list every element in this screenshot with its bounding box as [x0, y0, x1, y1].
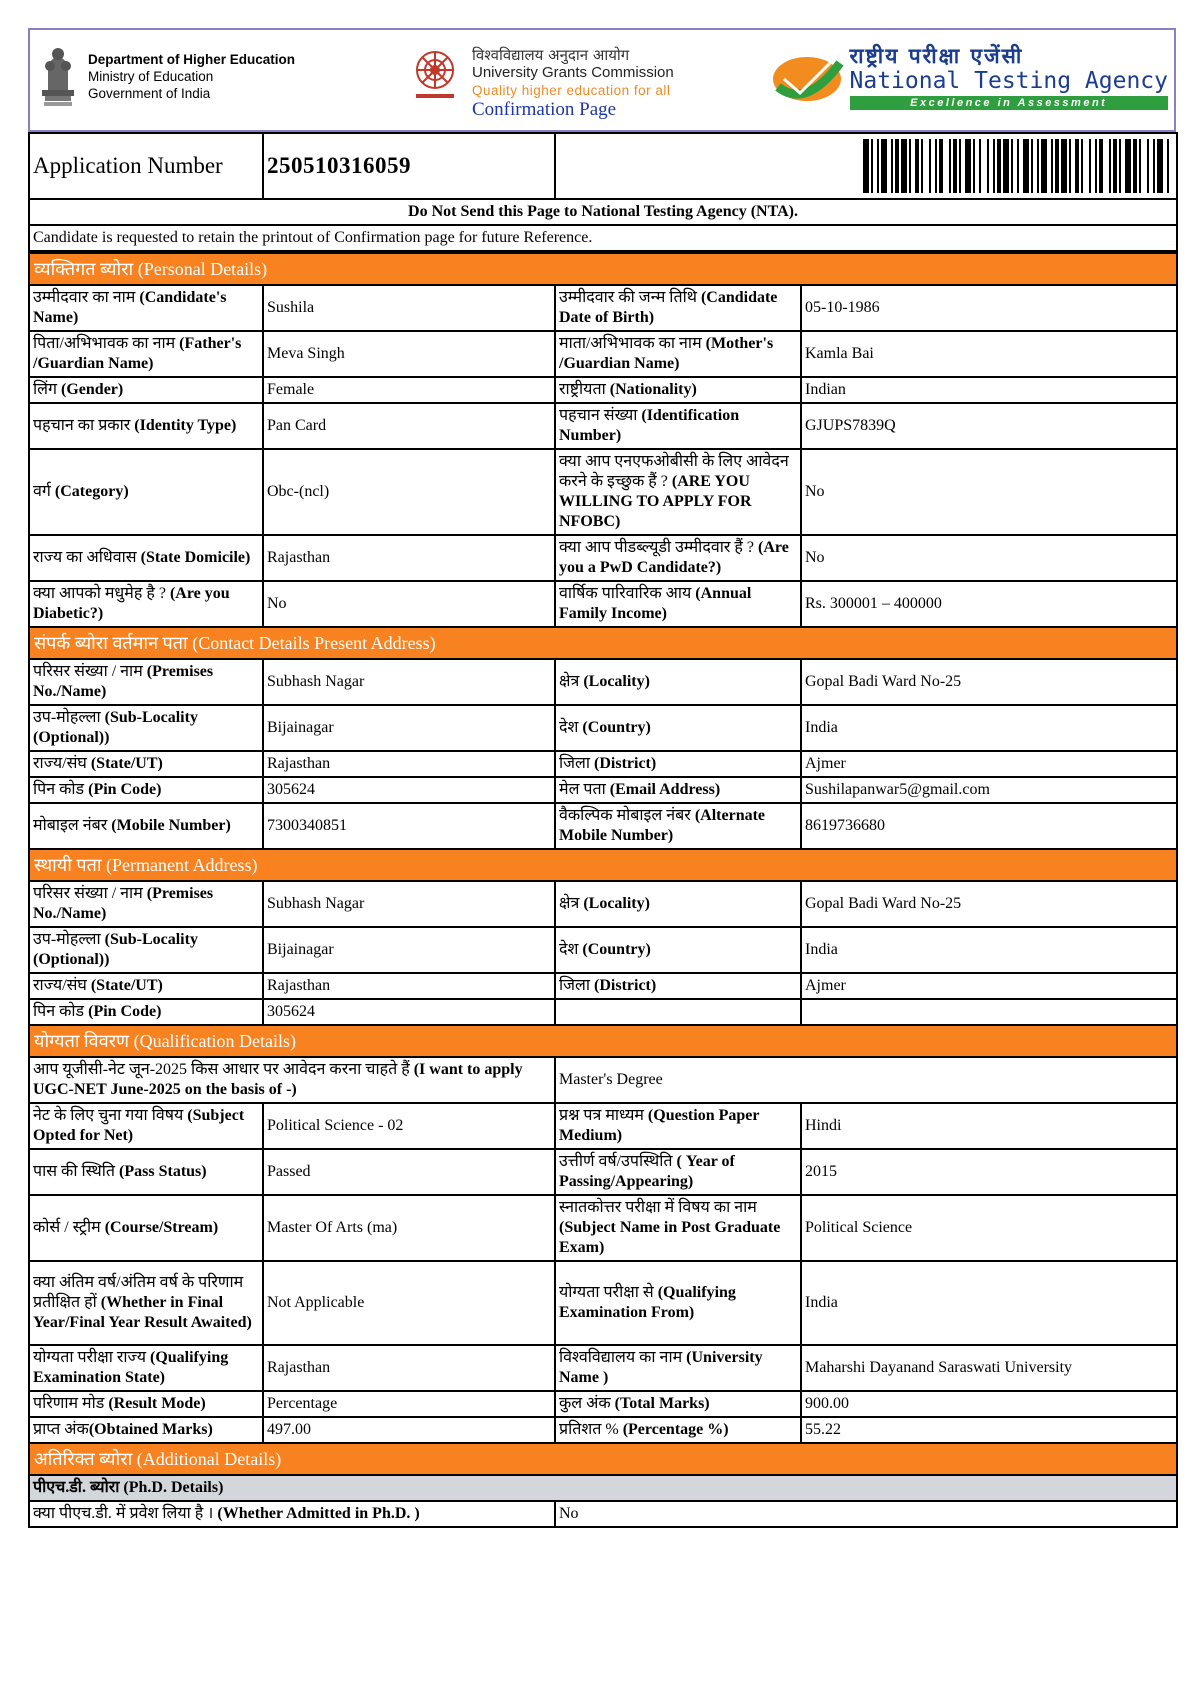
label-hindi: मेल पता [559, 781, 610, 798]
field-value: Master's Degree [555, 1057, 1177, 1103]
label-hindi: वैकल्पिक मोबाइल नंबर [559, 807, 695, 824]
section-additional [29, 1443, 1177, 1475]
section-title: व्यक्तिगत ब्योरा (Personal Details) [29, 253, 1177, 285]
field-value: No [801, 449, 1177, 535]
barcode-icon [559, 139, 1173, 193]
table-row [29, 751, 1177, 777]
page-header [28, 28, 1176, 132]
label-hindi: उम्मीदवार की जन्म तिथि [559, 289, 701, 306]
field-value: 305624 [263, 999, 555, 1025]
label-english: (Country) [582, 719, 651, 736]
field-label [29, 377, 263, 403]
field-label [29, 881, 263, 927]
label-english: (State/UT) [90, 977, 163, 994]
label-hindi: देश [559, 719, 583, 736]
application-table [28, 132, 1178, 252]
label-hindi: देश [559, 941, 583, 958]
field-value: Subhash Nagar [263, 881, 555, 927]
field-value: Passed [263, 1149, 555, 1195]
field-label [29, 1391, 263, 1417]
field-value: Kamla Bai [801, 331, 1177, 377]
field-label [555, 751, 801, 777]
field-value: India [801, 705, 1177, 751]
govt-name: Government of India [88, 85, 211, 101]
field-value: Ajmer [801, 973, 1177, 999]
field-value: 497.00 [263, 1417, 555, 1443]
label-english: (Candidate Date of Birth) [559, 289, 778, 326]
label-hindi: योग्यता परीक्षा राज्य [33, 1349, 150, 1366]
ugc-block [406, 46, 674, 121]
table-row [29, 881, 1177, 927]
field-value: 900.00 [801, 1391, 1177, 1417]
table-row [29, 535, 1177, 581]
section-title: संपर्क ब्योरा वर्तमान पता (Contact Details Present Address) [29, 627, 1177, 659]
field-label [29, 1149, 263, 1195]
label-english: (Question Paper Medium) [559, 1107, 760, 1144]
field-label [29, 1417, 263, 1443]
label-english: (Premises No./Name) [33, 663, 214, 700]
label-hindi: क्षेत्र [559, 895, 584, 912]
label-hindi: राज्य/संघ [33, 755, 91, 772]
field-label [29, 1195, 263, 1261]
table-row [29, 1391, 1177, 1417]
label-hindi: राज्य का अधिवास [33, 549, 141, 566]
field-value: Maharshi Dayanand Saraswati University [801, 1345, 1177, 1391]
details-table [28, 252, 1178, 1528]
ugc-logo-icon [406, 46, 464, 104]
field-value: Obc-(ncl) [263, 449, 555, 535]
nta-english-name: National Testing Agency [849, 68, 1168, 94]
field-label [555, 581, 801, 627]
ministry-name: Ministry of Education [88, 68, 214, 84]
label-hindi: क्या आप पीडब्ल्यूडी उम्मीदवार हैं ? [559, 539, 759, 556]
label-english: (Obtained Marks) [88, 1421, 213, 1438]
label-hindi: क्या अंतिम वर्ष/अंतिम वर्ष के परिणाम प्रतीक्षित हों [33, 1274, 244, 1311]
field-label [555, 1345, 801, 1391]
label-english: (Email Address) [609, 781, 721, 798]
table-row [29, 659, 1177, 705]
label-english: (Sub-Locality (Optional)) [33, 709, 198, 746]
field-label [555, 285, 801, 331]
field-value: 55.22 [801, 1417, 1177, 1443]
label-hindi: पिता/अभिभावक का नाम [33, 335, 180, 352]
label-english: (Alternate Mobile Number) [559, 807, 766, 844]
ugc-tagline: Quality higher education for all [472, 83, 671, 98]
label-hindi: प्रतिशत % [559, 1421, 623, 1438]
field-value [801, 999, 1177, 1025]
field-value: Bijainagar [263, 927, 555, 973]
label-hindi: कोर्स / स्ट्रीम [33, 1219, 105, 1236]
field-label [29, 1501, 555, 1527]
label-hindi: परिणाम मोड [33, 1395, 109, 1412]
field-label [29, 581, 263, 627]
label-english: (Pin Code) [88, 1003, 162, 1020]
table-row [29, 1149, 1177, 1195]
label-english: (University Name ) [559, 1349, 763, 1386]
label-english: (Subject Name in Post Graduate Exam) [559, 1219, 781, 1256]
field-label [555, 403, 801, 449]
table-row [29, 927, 1177, 973]
field-value: Rajasthan [263, 1345, 555, 1391]
national-emblem-icon [36, 44, 80, 108]
label-english: (Nationality) [609, 381, 697, 398]
field-value: Not Applicable [263, 1261, 555, 1345]
label-english: (Father's /Guardian Name) [33, 335, 242, 372]
field-label [555, 449, 801, 535]
field-label [555, 1103, 801, 1149]
label-hindi: उप-मोहल्ला [33, 931, 105, 948]
field-value: Master Of Arts (ma) [263, 1195, 555, 1261]
label-english: (Candidate's Name) [33, 289, 227, 326]
field-label [555, 777, 801, 803]
field-value: No [263, 581, 555, 627]
label-english: (Subject Opted for Net) [33, 1107, 245, 1144]
confirmation-page [28, 28, 1176, 1528]
label-hindi: मोबाइल नंबर [33, 817, 112, 834]
nta-hindi-name: राष्ट्रीय परीक्षा एजेंसी [849, 44, 1024, 68]
field-label [29, 535, 263, 581]
phd-row [29, 1501, 1177, 1527]
field-value: Sushilapanwar5@gmail.com [801, 777, 1177, 803]
label-hindi: स्नातकोत्तर परीक्षा में विषय का नाम [559, 1199, 757, 1216]
field-label [555, 1261, 801, 1345]
label-hindi: विश्वविद्यालय का नाम [559, 1349, 687, 1366]
field-label [29, 659, 263, 705]
table-row [29, 1195, 1177, 1261]
field-label [29, 999, 263, 1025]
label-english: (State/UT) [90, 755, 163, 772]
field-label [555, 1149, 801, 1195]
label-english: (Result Mode) [108, 1395, 206, 1412]
section-title: योग्यता विवरण (Qualification Details) [29, 1025, 1177, 1057]
label-hindi: उत्तीर्ण वर्ष/उपस्थिति [559, 1153, 677, 1170]
field-value: India [801, 1261, 1177, 1345]
table-row [29, 403, 1177, 449]
field-value: 305624 [263, 777, 555, 803]
label-hindi: राष्ट्रीयता [559, 381, 610, 398]
table-row [29, 999, 1177, 1025]
field-label [29, 403, 263, 449]
label-hindi: आप यूजीसी-नेट जून-2025 किस आधार पर आवेदन करना चाहते हैं [33, 1061, 414, 1078]
label-english: (Qualifying Examination State) [33, 1349, 229, 1386]
table-row [29, 777, 1177, 803]
section-title: अतिरिक्त ब्योरा (Additional Details) [29, 1443, 1177, 1475]
label-english: (Locality) [583, 895, 650, 912]
label-english: (Premises No./Name) [33, 885, 214, 922]
do-not-send-notice: Do Not Send this Page to National Testing Agency (NTA). [29, 199, 1177, 225]
label-english: (Identity Type) [134, 417, 237, 434]
field-label [29, 777, 263, 803]
field-label [555, 881, 801, 927]
label-english: (Percentage %) [622, 1421, 729, 1438]
label-hindi: जिला [559, 977, 595, 994]
label-hindi: परिसर संख्या / नाम [33, 885, 147, 902]
label-hindi: परिसर संख्या / नाम [33, 663, 147, 680]
field-label [555, 973, 801, 999]
table-row [29, 1261, 1177, 1345]
ugc-english-name: University Grants Commission [472, 64, 674, 81]
table-row [29, 705, 1177, 751]
table-row [29, 973, 1177, 999]
label-english: (Category) [54, 483, 129, 500]
field-label [555, 927, 801, 973]
dept-block [36, 44, 295, 108]
field-value: Rs. 300001 – 400000 [801, 581, 1177, 627]
field-label [29, 449, 263, 535]
field-value: No [555, 1501, 1177, 1527]
field-label [29, 1057, 555, 1103]
label-english: (Country) [582, 941, 651, 958]
label-hindi: योग्यता परीक्षा से [559, 1284, 658, 1301]
label-hindi: जिला [559, 755, 595, 772]
section-personal [29, 253, 1177, 285]
label-hindi: पास की स्थिति [33, 1163, 120, 1180]
field-label [555, 1195, 801, 1261]
retain-note: Candidate is requested to retain the printout of Confirmation page for future Reference. [29, 225, 1177, 251]
field-value: Rajasthan [263, 751, 555, 777]
field-value: Ajmer [801, 751, 1177, 777]
field-label [555, 999, 801, 1025]
label-hindi: वर्ग [33, 483, 55, 500]
label-hindi: कुल अंक [559, 1395, 615, 1412]
field-label [29, 1261, 263, 1345]
nta-tagline: Excellence in Assessment [850, 96, 1169, 110]
label-english: (Sub-Locality (Optional)) [33, 931, 198, 968]
table-row [29, 1103, 1177, 1149]
field-value: Political Science - 02 [263, 1103, 555, 1149]
retain-row [29, 225, 1177, 251]
dept-name: Department of Higher Education [88, 51, 296, 67]
label-hindi: वार्षिक पारिवारिक आय [559, 585, 696, 602]
field-label [29, 705, 263, 751]
field-label [555, 535, 801, 581]
application-number-row [29, 133, 1177, 199]
label-hindi: पहचान संख्या [559, 407, 642, 424]
label-english: (Gender) [61, 381, 124, 398]
field-label [29, 331, 263, 377]
field-label [555, 1391, 801, 1417]
table-row [29, 331, 1177, 377]
label-hindi: प्राप्त अंक [33, 1421, 89, 1438]
field-value: India [801, 927, 1177, 973]
field-value: Indian [801, 377, 1177, 403]
label-hindi: लिंग [33, 381, 62, 398]
label-hindi: उम्मीदवार का नाम [33, 289, 140, 306]
field-value: 7300340851 [263, 803, 555, 849]
label-english: (Whether Admitted in Ph.D. ) [217, 1505, 420, 1522]
section-permanent [29, 849, 1177, 881]
table-row [29, 449, 1177, 535]
label-hindi: क्षेत्र [559, 673, 584, 690]
label-english: (Qualifying Examination From) [559, 1284, 736, 1321]
field-value: Gopal Badi Ward No-25 [801, 659, 1177, 705]
field-label [29, 1345, 263, 1391]
label-english: (District) [594, 755, 657, 772]
label-english: (Mobile Number) [111, 817, 231, 834]
field-label [29, 927, 263, 973]
label-english: (Pass Status) [119, 1163, 207, 1180]
table-row [29, 1417, 1177, 1443]
application-number-value: 250510316059 [263, 133, 555, 199]
qualification-basis-row [29, 1057, 1177, 1103]
field-value: 2015 [801, 1149, 1177, 1195]
nta-block [770, 44, 1169, 110]
label-hindi: पिन कोड [33, 1003, 89, 1020]
field-label [29, 285, 263, 331]
field-label [555, 659, 801, 705]
label-hindi: माता/अभिभावक का नाम [559, 335, 706, 352]
table-row [29, 803, 1177, 849]
table-row [29, 285, 1177, 331]
barcode-bar [1169, 139, 1173, 193]
label-english: (I want to apply UGC-NET June-2025 on the basis of -) [33, 1061, 523, 1098]
field-value: 8619736680 [801, 803, 1177, 849]
label-english: (District) [594, 977, 657, 994]
field-value: Meva Singh [263, 331, 555, 377]
label-english: (Identification Number) [559, 407, 740, 444]
table-row [29, 1345, 1177, 1391]
label-english: ( Year of Passing/Appearing) [559, 1153, 735, 1190]
label-english: (Course/Stream) [104, 1219, 219, 1236]
label-english: (State Domicile) [140, 549, 251, 566]
section-title: स्थायी पता (Permanent Address) [29, 849, 1177, 881]
field-label [555, 803, 801, 849]
label-english: (Whether in Final Year/Final Year Result Awaited) [33, 1294, 252, 1331]
label-hindi: उप-मोहल्ला [33, 709, 105, 726]
field-label [555, 331, 801, 377]
field-label [29, 751, 263, 777]
phd-subheader-row [29, 1475, 1177, 1501]
label-hindi: क्या पीएच.डी. में प्रवेश लिया है । [33, 1505, 218, 1522]
section-qualification [29, 1025, 1177, 1057]
field-value: Sushila [263, 285, 555, 331]
label-hindi: नेट के लिए चुना गया विषय [33, 1107, 188, 1124]
label-hindi: क्या आप एनएफओबीसी के लिए आवेदन करने के इच्छुक हैं ? [559, 453, 789, 490]
label-hindi: पहचान का प्रकार [33, 417, 135, 434]
label-hindi: प्रश्न पत्र माध्यम [559, 1107, 648, 1124]
field-label [555, 705, 801, 751]
nta-logo-icon [770, 49, 844, 105]
field-value: Rajasthan [263, 973, 555, 999]
field-label [29, 973, 263, 999]
label-english: (Total Marks) [614, 1395, 710, 1412]
field-value: GJUPS7839Q [801, 403, 1177, 449]
label-english: (Are you a PwD Candidate?) [559, 539, 789, 576]
page-title: Confirmation Page [472, 99, 617, 120]
label-english: (Pin Code) [88, 781, 162, 798]
field-value: Hindi [801, 1103, 1177, 1149]
field-value: Percentage [263, 1391, 555, 1417]
field-label [29, 803, 263, 849]
label-english: (Are you Diabetic?) [33, 585, 230, 622]
field-value: Female [263, 377, 555, 403]
table-row [29, 377, 1177, 403]
field-value: Political Science [801, 1195, 1177, 1261]
field-value: Bijainagar [263, 705, 555, 751]
label-hindi: क्या आपको मधुमेह है ? [33, 585, 170, 602]
application-number-label: Application Number [29, 133, 263, 199]
label-english: (ARE YOU WILLING TO APPLY FOR NFOBC) [559, 473, 752, 530]
label-english: (Mother's /Guardian Name) [559, 335, 774, 372]
field-label [555, 377, 801, 403]
notice-row [29, 199, 1177, 225]
section-contact [29, 627, 1177, 659]
label-hindi: पिन कोड [33, 781, 89, 798]
label-hindi: राज्य/संघ [33, 977, 91, 994]
ugc-hindi-name: विश्वविद्यालय अनुदान आयोग [472, 46, 630, 64]
field-value: 05-10-1986 [801, 285, 1177, 331]
field-label [555, 1417, 801, 1443]
field-value: Gopal Badi Ward No-25 [801, 881, 1177, 927]
table-row [29, 581, 1177, 627]
field-value: Rajasthan [263, 535, 555, 581]
field-value: Pan Card [263, 403, 555, 449]
label-english: (Annual Family Income) [559, 585, 752, 622]
field-label [29, 1103, 263, 1149]
label-english: (Locality) [583, 673, 650, 690]
field-value: No [801, 535, 1177, 581]
phd-subheader: पीएच.डी. ब्योरा (Ph.D. Details) [29, 1475, 1177, 1501]
barcode-cell [555, 133, 1177, 199]
field-value: Subhash Nagar [263, 659, 555, 705]
